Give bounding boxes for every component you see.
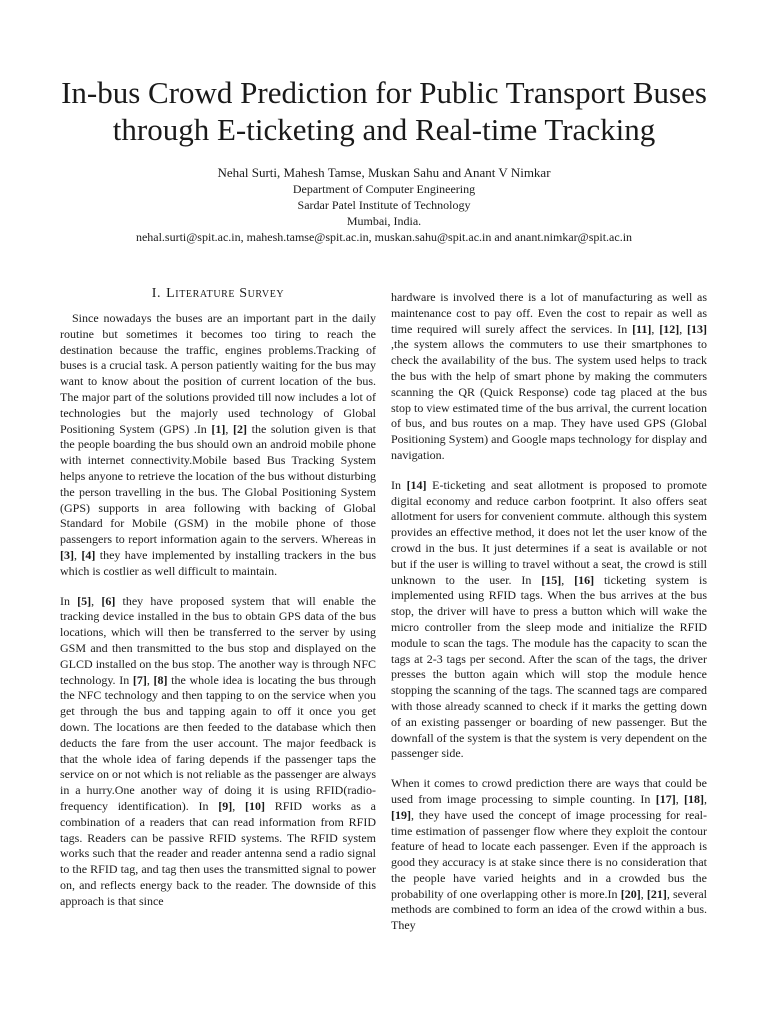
text-run: Since nowadays the buses are an important part in the daily routine but sometimes it becomes too tiring to reach the destination because the traffic, engines problems.Tracking of buses is a crucial task. A person patiently waiting for the bus may want to know about the position of current location of the bus. The major part of the solutions provided till now includes a lot of technologies but the majorly used technology of Global Positioning System (GPS) .In (60, 311, 376, 436)
citation: [17] (655, 791, 676, 806)
location: Mumbai, India. (346, 214, 422, 228)
citation: [2] (233, 421, 248, 436)
paragraph (391, 478, 707, 762)
institute: Sardar Patel Institute of Technology (297, 198, 471, 212)
citation: [15] (541, 572, 562, 587)
section-number: I. (151, 286, 162, 301)
citation: [4] (81, 547, 96, 562)
citation: [18] (684, 791, 705, 806)
citation: [7] (132, 672, 147, 687)
text-run: , several methods are combined to form an idea of the crowd within a bus. They (391, 886, 707, 933)
text-run: , (91, 593, 102, 608)
author-list: Nehal Surti, Mahesh Tamse, Muskan Sahu and Anant V Nimkar (217, 165, 551, 180)
paragraph (60, 594, 376, 910)
text-run: they have proposed system that will enable the tracking device installed in the bus to obtain GPS data of the bus locations, which will then be transferred to the server by using GSM and then transmitted to the bus stop and displayed on the GLCD installed on the bus stop. The another way is through NFC technology. In (60, 593, 376, 687)
text-run: the whole idea is locating the bus through the NFC technology and then tapping to on the service when you get through the bus and tapping again to off it once you get down. The locations are then feeded to the database which then deducts the fare from the user account. The major feedback is that the whole idea of faring depends if the passenger taps the service on or not which is not reliable as the passenger are always in a hurry.One another way of doing it is using RFID(radio-frequency identification). In (60, 672, 376, 813)
text-run: , (675, 791, 685, 806)
citation: [13] (687, 321, 707, 336)
citation: [14] (406, 477, 427, 492)
text-run: , (225, 421, 234, 436)
text-run: ,the system allows the commuters to use their smartphones to check the availability of the bus. The system used helps to track the bus with the help of smart phone by making the commuters scanning the QR (Quick Response) code tag placed at the bus stop to view estimated time of the bus arrival, the current location of bus, and bus routes on a map. They have used GPS (Global Positioning System) and Google maps technology for display and navigation. (391, 337, 707, 462)
email-list: nehal.surti@spit.ac.in, mahesh.tamse@spit.ac.in, muskan.sahu@spit.ac.in and anant.nimkar@spit.ac.in (135, 230, 633, 244)
citation: [6] (101, 593, 116, 608)
text-run: , (232, 798, 245, 813)
title-line-2: through E-ticketing and Real-time Tracking (112, 112, 656, 147)
text-run: E-ticketing and seat allotment is proposed to promote digital economy and reduce carbon footprint. It also offers seat allotment for users for convenient commute. although this system provides an effective method, it does not let the user know of the crowd in the bus. It just determines if a seat is available or not but if the user is willing to travel without a seat, the crowd is still unknown to the user. In (391, 477, 707, 587)
paragraph (60, 311, 376, 580)
text-run: they have implemented by installing trackers in the bus which is costlier as well difficult to maintain. (60, 547, 377, 578)
citation: [19] (391, 807, 411, 822)
department: Department of Computer Engineering (292, 182, 476, 196)
citation: [5] (77, 593, 92, 608)
paragraph (391, 776, 707, 934)
text-run: , they have used the concept of image processing for real-time estimation of passenger flow where they exploit the contour feature of head to locate each passenger. Even if the approach is good they accuracy is at stake since there is no consideration that the people have varied heights and in a crowded bus the probability of one overlapping other is more.In (391, 807, 707, 901)
text-run: hardware is involved there is a lot of manufacturing as well as maintenance cost to pay off. Even the cost to repair as well as time required will surely affect the services. In (391, 290, 707, 336)
citation: [10] (244, 798, 265, 813)
text-run: In (60, 593, 78, 608)
citation: [9] (218, 798, 233, 813)
right-column (391, 290, 707, 948)
text-run: In (391, 477, 407, 492)
title-line-1: In-bus Crowd Prediction for Public Transport Buses (61, 75, 707, 110)
paper-title (40, 74, 728, 148)
text-run: , (146, 672, 154, 687)
affiliation-block (40, 181, 728, 245)
text-run: When it comes to crowd prediction there are ways that could be used from image processing to simple counting. In (391, 776, 707, 806)
text-run: , (651, 321, 660, 336)
citation: [16] (574, 572, 595, 587)
text-run: RFID works as a combination of a readers that can read information from RFID tags. Readers can be passive RFID systems. The RFID system works such that the reader and reader antenna send a radio signal to the RFID tag, and tag then uses the transmitted signal to power on, and reflects energy back to the reader. The downside of this approach is that since (60, 798, 377, 908)
text-run: , (679, 321, 687, 336)
left-column (60, 286, 376, 923)
text-run: the solution given is that the people boarding the bus should own an android mobile phone with internet connectivity.Mobile based Bus Tracking System helps anyone to retrieve the location of the bus without disturbing the person travelling in the bus. The Global Positioning System (GPS) supports in area following with backing of Global Standard for Mobile (GSM) in the mobile phone of those passengers to report information again to the servers. Whereas in (60, 421, 377, 547)
text-run: ticketing system is implemented using RFID tags. When the bus arrives at the bus stop, the driver will have to press a button which will wake the micro controller from the sleep mode and initialize the RFID module to scan the tags. The module has the capacity to scan the tags at 2-3 tags per second. After the scan of the tags, the driver presses the button again which will stop the module hence stopping the scanning of the tags. The scanned tags are compared with those already scanned to check if it marks the getting down of an existing passenger or boarding of new passenger. But the downfall of the system is that the system is very dependent on the passenger side. (391, 572, 707, 761)
section-heading (60, 285, 376, 303)
citation: [11] (632, 321, 652, 336)
section-title: Literature Survey (166, 286, 285, 301)
text-run: , (74, 547, 82, 562)
citation: [12] (659, 321, 680, 336)
citation: [21] (646, 886, 667, 901)
paragraph (391, 290, 707, 464)
text-run: , (561, 572, 575, 587)
citation: [20] (620, 886, 641, 901)
citation: [1] (211, 421, 226, 436)
citation: [8] (153, 672, 168, 687)
citation: [3] (60, 547, 74, 562)
text-run: , (704, 791, 708, 806)
text-run: , (640, 886, 647, 901)
